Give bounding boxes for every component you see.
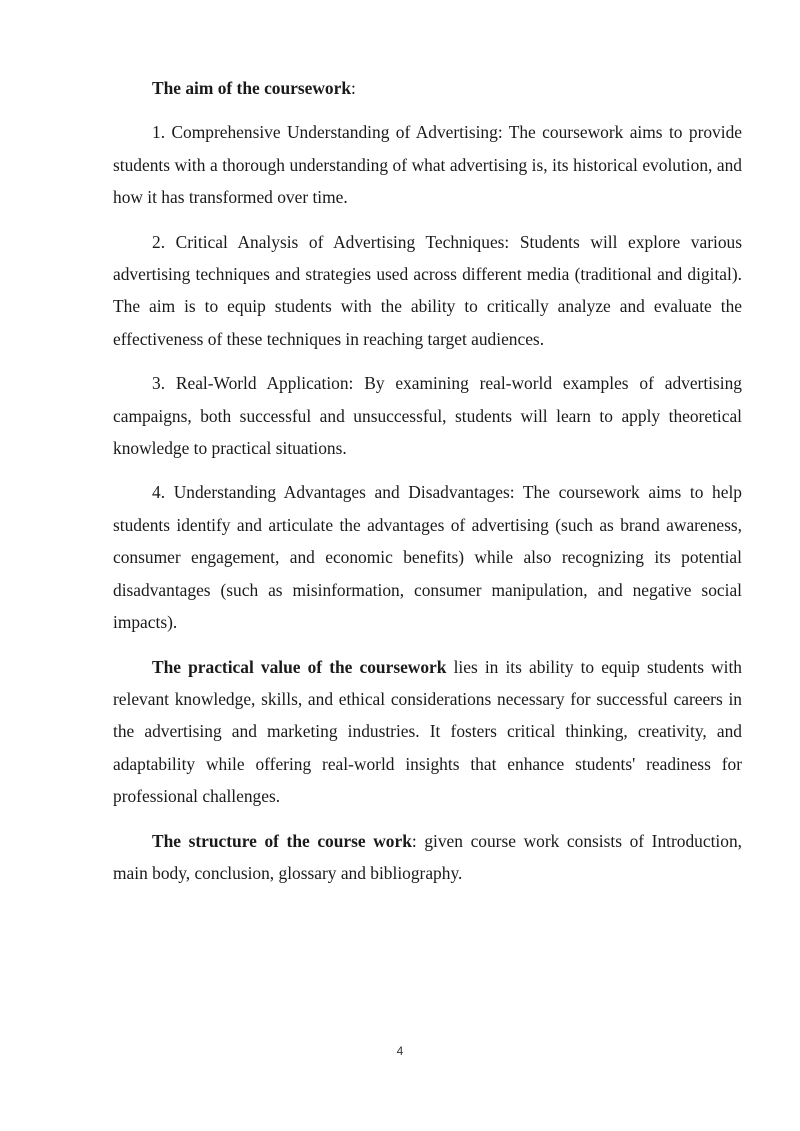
structure-text: : given course work consists of Introduction, main body, conclusion, glossary and bibliography. bbox=[113, 830, 743, 883]
aim-item-3: 3. Real-World Application: By examining real-world examples of advertising campaigns, both successful and unsuccessful, students will learn to apply theoretical knowledge to practical situations. bbox=[113, 373, 742, 459]
practical-value-lead: The practical value of the coursework bbox=[152, 656, 447, 677]
practical-value-text: lies in its ability to equip students with relevant knowledge, skills, and ethical considerations necessary for successful careers in the advertising and marketing industries. It fosters critical thinking, creativity, and adaptability while offering real-world insights that enhance students' readiness for professional challenges. bbox=[113, 656, 742, 807]
aim-item-4: 4. Understanding Advantages and Disadvantages: The coursework aims to help students identify and articulate the advantages of advertising (such as brand awareness, consumer engagement, and economic benefits) while also recognizing its potential disadvantages (such as misinformation, consumer manipulation, and negative social impacts). bbox=[113, 482, 742, 633]
aim-heading: The aim of the coursework bbox=[152, 78, 351, 98]
page-content bbox=[113, 72, 742, 889]
structure-lead: The structure of the course work bbox=[152, 830, 412, 851]
page-number: 4 bbox=[396, 1044, 404, 1058]
aim-item-2: 2. Critical Analysis of Advertising Techniques: Students will explore various advertising techniques and strategies used across different media (traditional and digital). The aim is to equip students with the ability to critically analyze and evaluate the effectiveness of these techniques in reaching target audiences. bbox=[113, 231, 742, 349]
aim-item-1: 1. Comprehensive Understanding of Advertising: The coursework aims to provide students with a thorough understanding of what advertising is, its historical evolution, and how it has transformed over time. bbox=[113, 122, 742, 208]
structure-paragraph bbox=[113, 825, 742, 890]
aim-heading-colon: : bbox=[351, 78, 356, 98]
aim-heading-paragraph bbox=[113, 72, 742, 104]
practical-value-paragraph bbox=[113, 651, 742, 813]
